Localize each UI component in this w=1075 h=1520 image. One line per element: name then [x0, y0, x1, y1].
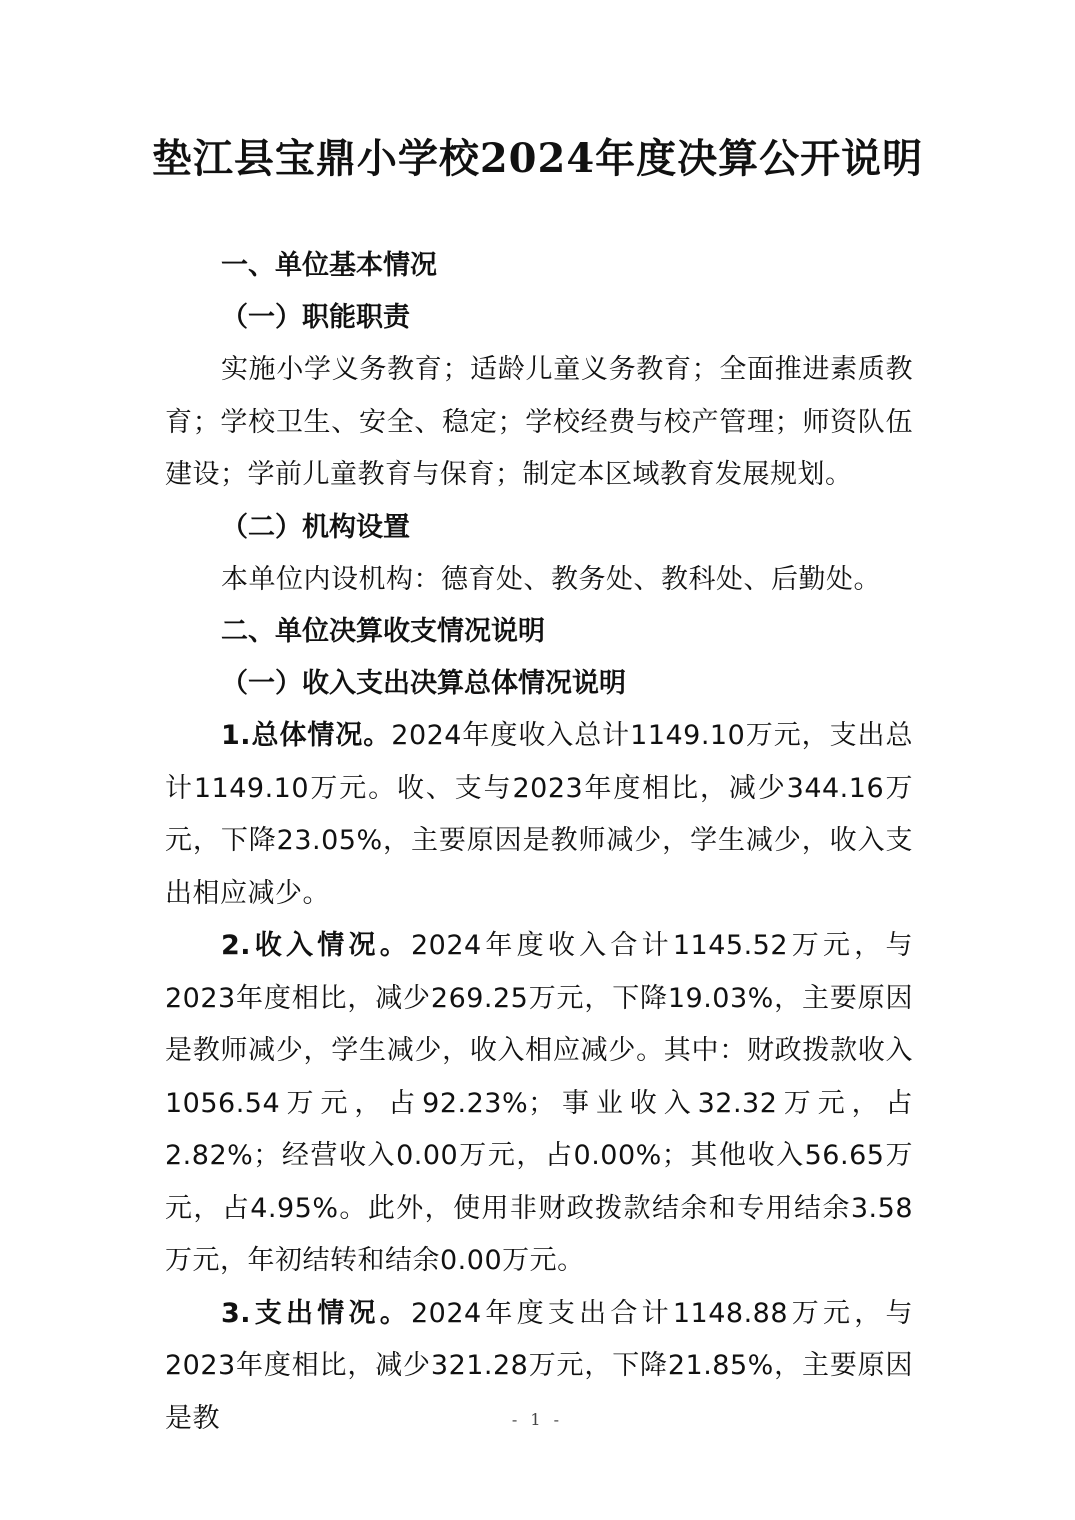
page-number: - 1 - — [511, 1410, 564, 1429]
paragraph-organization: 本单位内设机构：德育处、教务处、教科处、后勤处。 — [221, 563, 881, 595]
paragraph-income — [165, 920, 913, 1288]
section-heading-budget: 二、单位决算收支情况说明 — [221, 616, 545, 647]
document-title: 垫江县宝鼎小学校2024年度决算公开说明 — [151, 135, 924, 182]
document-body — [165, 240, 913, 1445]
section-heading-basic-info: 一、单位基本情况 — [221, 250, 437, 281]
paragraph-lead: 3.支出情况。 — [221, 1297, 411, 1329]
subsection-heading-overall: （一）收入支出决算总体情况说明 — [221, 668, 626, 699]
subsection-heading-organization: （二）机构设置 — [221, 511, 410, 543]
paragraph-body: 2024年度支出合计1148.88万元，与2023年度相比，减少321.28万元，下降21.85%，主要原因是教 — [165, 1297, 913, 1434]
paragraph-functions: 实施小学义务教育；适龄儿童义务教育；全面推进素质教育；学校卫生、安全、稳定；学校经费与校产管理；师资队伍建设；学前儿童教育与保育；制定本区域教育发展规划。 — [165, 354, 913, 490]
paragraph-body: 2024年度收入总计1149.10万元，支出总计1149.10万元。收、支与2023年度相比，减少344.16万元，下降23.05%，主要原因是教师减少，学生减少，收入支出相应减少。 — [165, 720, 913, 909]
paragraph-body: 2024年度收入合计1145.52万元，与2023年度相比，减少269.25万元，下降19.03%，主要原因是教师减少，学生减少，收入相应减少。其中：财政拨款收入1056.54万元，占92.23%；事业收入32.32万元，占2.82%；经营收入0.00万元，占0.00%；其他收入56.65万元，占4.95%。此外，使用非财政拨款结余和专用结余3.58万元，年初结转和结余0.00万元。 — [165, 930, 913, 1276]
subsection-heading-functions: （一）职能职责 — [221, 302, 410, 333]
paragraph-overall — [165, 710, 913, 920]
paragraph-lead: 2.收入情况。 — [221, 930, 411, 961]
paragraph-lead: 1.总体情况。 — [221, 720, 392, 751]
